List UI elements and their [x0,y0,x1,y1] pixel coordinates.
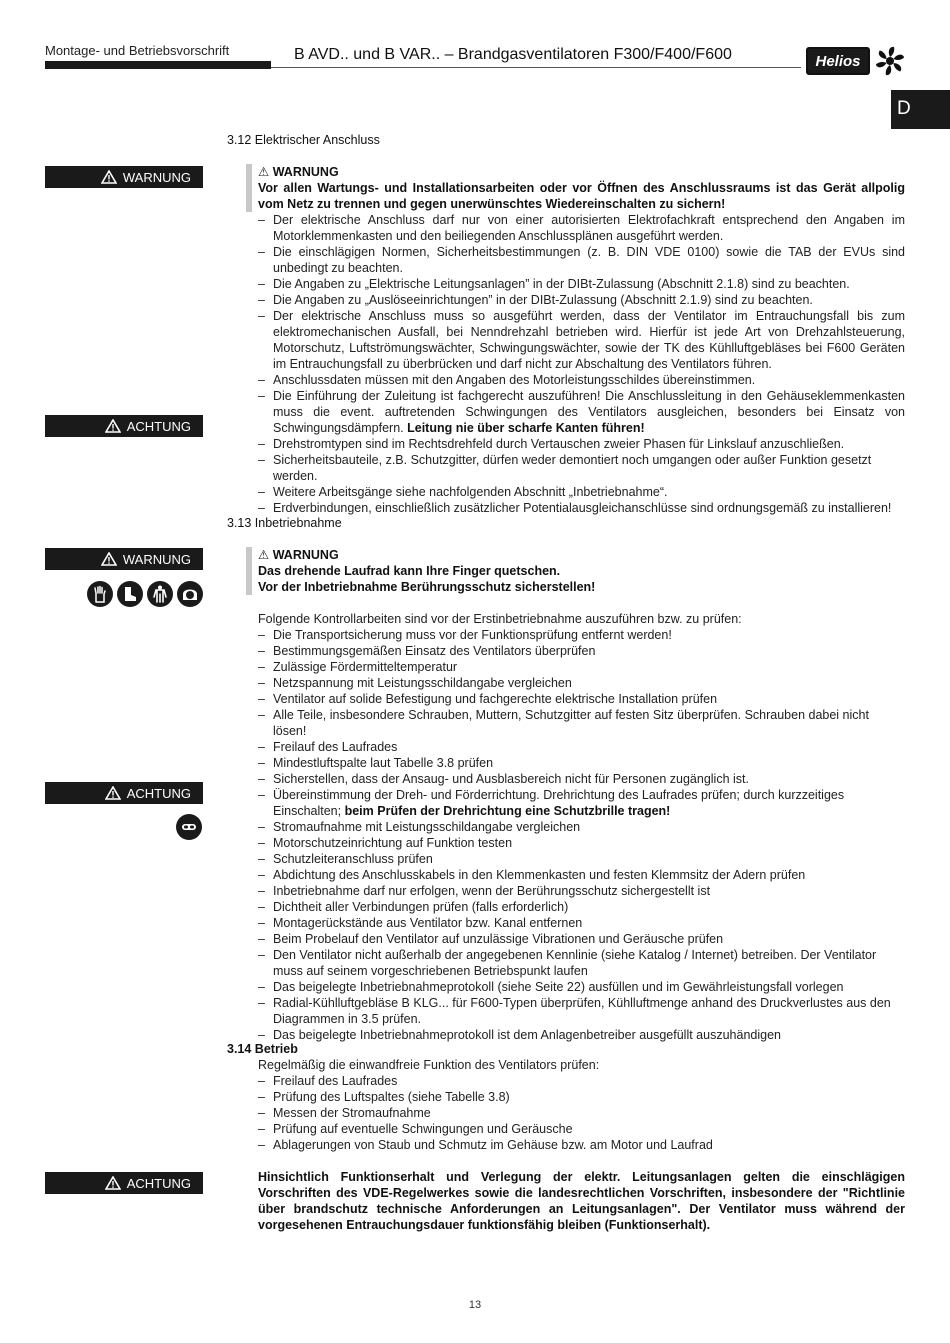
list-item: – Netzspannung mit Leistungsschildangabe vergleichen [258,675,905,691]
list-item-text: Übereinstimmung der Dreh- und Förderrichtung. Drehrichtung des Laufrades prüfen; durch kurzzeitiges Einschalten; [273,788,845,818]
warning-label [45,548,203,570]
list-item: – Weitere Arbeitsgänge siehe nachfolgenden Abschnitt „Inbetriebnahme“. [258,484,905,500]
language-tab: D [891,90,950,129]
list [258,1073,905,1153]
warning-label-text: WARNUNG [122,169,191,185]
list-item-bold: Leitung nie über scharfe Kanten führen! [407,421,645,435]
list-item: – Freilauf des Laufrades [258,739,905,755]
caution-label [45,782,203,804]
warning-triangle-icon [105,1176,121,1190]
caution-label [45,1172,203,1194]
list-item: – Sicherstellen, dass der Ansaug- und Ausblasbereich nicht für Personen zugänglich ist. [258,771,905,787]
list-item: – Erdverbindungen, einschließlich zusätzlicher Potentialausgleichanschlüsse sind ordnungsgemäß zu installieren! [258,500,905,516]
list-item: – Die Transportsicherung muss vor der Funktionsprüfung entfernt werden! [258,627,905,643]
section-body-3-12 [258,164,905,516]
caution-label-text: ACHTUNG [126,785,191,801]
list-item: – Motorschutzeinrichtung auf Funktion testen [258,835,905,851]
warning-box [246,164,905,212]
list-item: – Den Ventilator nicht außerhalb der angegebenen Kennlinie (siehe Katalog / Internet) betreiben. Der Ventilator muss auf seinem vorgeschriebenen Betriebspunkt laufen [258,947,905,979]
header-rule [271,67,801,68]
list-item: – Das beigelegte Inbetriebnahmeprotokoll (siehe Seite 22) ausfüllen und im Gewährleistungsfall vorlegen [258,979,905,995]
list-item: – Radial-Kühlluftgebläse B KLG... für F600-Typen überprüfen, Kühlluftmenge anhand des Druckverlustes aus den Diagrammen in 3.5 prüfen. [258,995,905,1027]
list-item-text: Die Einführung der Zuleitung ist fachgerecht auszuführen! Die Anschlussleitung in den Gehäuseklemmenkasten muss die event. auftretenden Schwingungen des Ventilators ausgleichen, besonders bei Einsatz von Schwingungsdämpfern. [273,389,905,435]
caution-label [45,415,203,437]
list-item: – Freilauf des Laufrades [258,1073,905,1089]
list-item: – Das beigelegte Inbetriebnahmeprotokoll ist dem Anlagenbetreiber ausgefüllt auszuhändigen [258,1027,905,1043]
warning-triangle-icon [105,786,121,800]
list-item: – Die einschlägigen Normen, Sicherheitsbestimmungen (z. B. DIN VDE 0100) sowie die TAB der EVUs sind unbedingt zu beachten. [258,244,905,276]
list-item: – Bestimmungsgemäßen Einsatz des Ventilators überprüfen [258,643,905,659]
list [258,212,905,516]
list-item: – Der elektrische Anschluss darf nur von einer autorisierten Elektrofachkraft entsprechend den Angaben im Motorklemmenkasten und den beiliegenden Anschlussplänen ausgeführt werden. [258,212,905,244]
caution-label-text: ACHTUNG [126,418,191,434]
face-shield-icon [177,581,203,607]
warning-title: WARNUNG [272,548,339,562]
list [258,627,905,1043]
section-heading-3-14: 3.14 Betrieb [227,1042,298,1056]
page-title: B AVD.. und B VAR.. – Brandgasventilatoren F300/F400/F600 [294,46,732,63]
list-item: – Schutzleiteranschluss prüfen [258,851,905,867]
list-item [258,787,905,819]
header-bar [45,61,271,69]
list-item: – Anschlussdaten müssen mit den Angaben des Motorleistungsschildes übereinstimmen. [258,372,905,388]
list-item: – Ventilator auf solide Befestigung und fachgerechte elektrische Installation prüfen [258,691,905,707]
list-item: – Inbetriebnahme darf nur erfolgen, wenn der Berührungsschutz sichergestellt ist [258,883,905,899]
safety-goggles-icon [176,814,202,840]
protective-suit-icon [147,581,173,607]
caution-label-text: ACHTUNG [126,1175,191,1191]
list-item: – Dichtheit aller Verbindungen prüfen (falls erforderlich) [258,899,905,915]
list-item: – Prüfung des Luftspaltes (siehe Tabelle 3.8) [258,1089,905,1105]
list-item: – Die Angaben zu „Auslöseeinrichtungen” in der DIBt-Zulassung (Abschnitt 2.1.9) sind zu beachten. [258,292,905,308]
document-type: Montage- und Betriebsvorschrift [45,43,230,58]
warning-triangle-icon [101,552,117,566]
list-item: – Der elektrische Anschluss muss so ausgeführt werden, dass der Ventilator im Entrauchungsfall bis zum elektromechanischen Ausfall, bei Nenndrehzahl betrieben wird. Hierfür ist jede Art von Drehzahlsteuerung, Motorschutz, Luftströmungswächter, Schwingungswächter, sowie der TK des Kühlluftgebläses bei F600 Geräten im Entrauchungsfall zu überbrücken und darf nicht zur Abschaltung des Ventilators führen. [258,308,905,372]
warning-text: Vor der Inbetriebnahme Berührungsschutz sicherstellen! [258,580,596,594]
warning-title: WARNUNG [272,165,339,179]
list-item: – Mindestluftspalte laut Tabelle 3.8 prüfen [258,755,905,771]
list-item: – Zulässige Fördermitteltemperatur [258,659,905,675]
safety-boots-icon [117,581,143,607]
section-body-3-13 [258,547,905,1043]
gloves-icon [87,581,113,607]
warning-triangle-icon [105,419,121,433]
list-item: – Prüfung auf eventuelle Schwingungen und Geräusche [258,1121,905,1137]
warning-triangle-icon [101,170,117,184]
intro-text: Regelmäßig die einwandfreie Funktion des Ventilators prüfen: [258,1058,600,1072]
list-item: – Stromaufnahme mit Leistungsschildangabe vergleichen [258,819,905,835]
list-item [258,388,905,436]
list-item-bold: beim Prüfen der Drehrichtung eine Schutzbrille tragen! [344,804,671,818]
list-item: – Beim Probelauf den Ventilator auf unzulässige Vibrationen und Geräusche prüfen [258,931,905,947]
warning-triangle-icon: ⚠ [258,165,270,179]
warning-text: Vor allen Wartungs- und Installationsarbeiten oder vor Öffnen des Anschlussraums ist das Gerät allpolig vom Netz zu trennen und gegen unerwünschtes Wiedereinschalten zu sichern! [258,181,905,211]
list-item: – Abdichtung des Anschlusskabels in den Klemmenkasten und festen Klemmsitz der Adern prüfen [258,867,905,883]
section-heading-3-13: 3.13 Inbetriebnahme [227,516,342,530]
helios-logo [806,43,906,79]
warning-label [45,166,203,188]
list-item: – Die Angaben zu „Elektrische Leitungsanlagen” in der DIBt-Zulassung (Abschnitt 2.1.8) sind zu beachten. [258,276,905,292]
function-note: Hinsichtlich Funktionserhalt und Verlegung der elektr. Leitungsanlagen gelten die einschlägigen Vorschriften des VDE-Regelwerkes sowie die landesrechtlichen Vorschriften, insbesondere der "Richtlinie über brandschutz technische Anforderungen an Leitungsanlagen". Der Ventilator muss während der vorgesehenen Entrauchungsdauer funktionsfähig bleiben (Funktionserhalt). [258,1170,905,1232]
fan-icon [874,45,906,77]
warning-label-text: WARNUNG [122,551,191,567]
warning-box [246,547,905,595]
list-item: – Messen der Stromaufnahme [258,1105,905,1121]
warning-triangle-icon: ⚠ [258,548,270,562]
list-item: – Alle Teile, insbesondere Schrauben, Muttern, Schutzgitter auf festen Sitz überprüfen. Schrauben dabei nicht lösen! [258,707,905,739]
page-number: 13 [468,1299,482,1311]
list-item: – Montagerückstände aus Ventilator bzw. Kanal entfernen [258,915,905,931]
section-body-3-14 [258,1057,905,1153]
list-item: – Drehstromtypen sind im Rechtsdrehfeld durch Vertauschen zweier Phasen für Linkslauf anzuschließen. [258,436,905,452]
intro-text: Folgende Kontrollarbeiten sind vor der Erstinbetriebnahme auszuführen bzw. zu prüfen: [258,612,742,626]
logo-text: Helios [806,47,870,75]
list-item: – Ablagerungen von Staub und Schmutz im Gehäuse bzw. am Motor und Laufrad [258,1137,905,1153]
section-heading-3-12: 3.12 Elektrischer Anschluss [227,133,380,147]
warning-text: Das drehende Laufrad kann Ihre Finger quetschen. [258,564,561,578]
list-item: – Sicherheitsbauteile, z.B. Schutzgitter, dürfen weder demontiert noch umgangen oder außer Funktion gesetzt werden. [258,452,905,484]
